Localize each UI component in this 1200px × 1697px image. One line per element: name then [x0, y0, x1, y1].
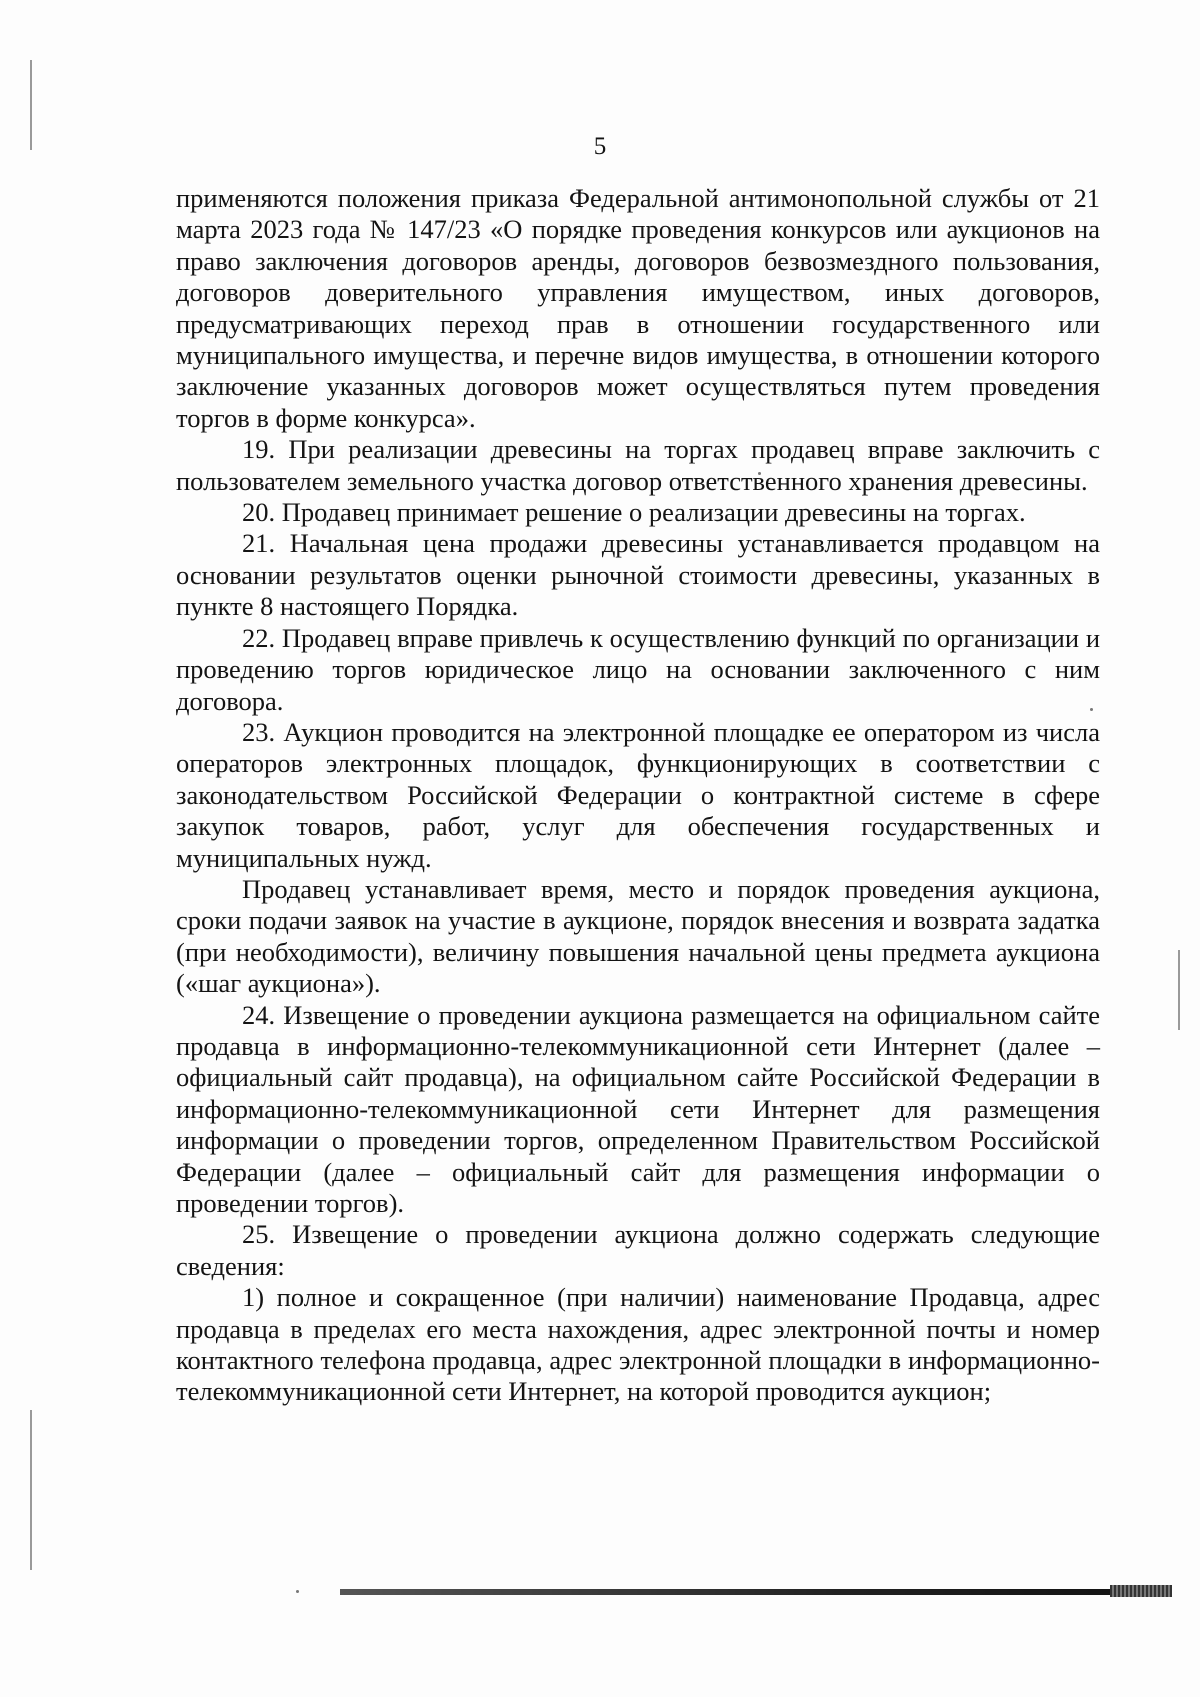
paragraph-21: 21. Начальная цена продажи древесины устанавливается продавцом на основании результатов оценки рыночной стоимости древесины, указанных в пункте 8 настоящего Порядка.: [176, 528, 1100, 622]
scan-edge-mark: [30, 1410, 32, 1570]
paragraph-continuation: применяются положения приказа Федеральной антимонопольной службы от 21 марта 2023 года № 147/23 «О порядке проведения конкурсов или аукционов на право заключения договоров аренды, договоров безвозмездного пользования, договоров доверительного управления имуществом, иных договоров, предусматривающих переход прав в отношении государственного или муниципального имущества, и перечне видов имущества, в отношении которого заключение указанных договоров может осуществляться путем проведения торгов в форме конкурса».: [176, 183, 1100, 433]
page-number: 5: [593, 133, 607, 160]
paragraph-19: 19. При реализации древесины на торгах продавец вправе заключить с пользователем земельного участка договор ответственного хранения древесины.: [176, 434, 1100, 496]
scan-bottom-bar-end: [1110, 1585, 1172, 1597]
paragraph-23: 23. Аукцион проводится на электронной площадке ее оператором из числа операторов электронных площадок, функционирующих в соответствии с законодательством Российской Федерации о контрактной системе в сфере закупок товаров, работ, услуг для обеспечения государственных и муниципальных нужд.: [176, 716, 1100, 873]
document-body: [176, 183, 1100, 1408]
scan-dot: [296, 1590, 299, 1593]
paragraph-20: 20. Продавец принимает решение о реализации древесины на торгах.: [242, 497, 1026, 528]
scan-bottom-bar: [340, 1589, 1172, 1595]
paragraph-22: 22. Продавец вправе привлечь к осуществлению функций по организации и проведению торгов юридическое лицо на основании заключенного с ним договора.: [176, 622, 1100, 716]
paragraph-23-continued: Продавец устанавливает время, место и порядок проведения аукциона, сроки подачи заявок на участие в аукционе, порядок внесения и возврата задатка (при необходимости), величину повышения начальной цены предмета аукциона («шаг аукциона»).: [176, 873, 1100, 999]
paragraph-24: 24. Извещение о проведении аукциона размещается на официальном сайте продавца в информационно-телекоммуникационной сети Интернет (далее – официальный сайт продавца), на официальном сайте Российской Федерации в информационно-телекоммуникационной сети Интернет для размещения информации о проведении торгов, определенном Правительством Российской Федерации (далее – официальный сайт для размещения информации о проведении торгов).: [176, 999, 1100, 1218]
paragraph-25: 25. Извещение о проведении аукциона должно содержать следующие сведения:: [176, 1219, 1100, 1281]
paragraph-25-item-1: 1) полное и сокращенное (при наличии) наименование Продавца, адрес продавца в пределах его места нахождения, адрес электронной почты и номер контактного телефона продавца, адрес электронной площадки в информационно-телекоммуникационной сети Интернет, на которой проводится аукцион;: [176, 1282, 1100, 1407]
scan-edge-mark: [1178, 950, 1180, 1030]
